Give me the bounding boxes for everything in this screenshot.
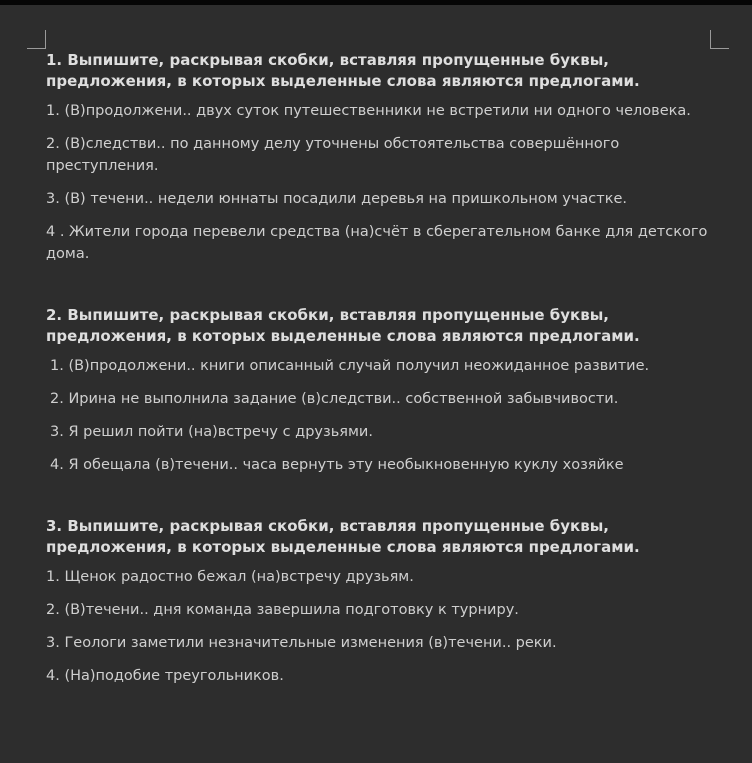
task-item: 3. (В) течени.. недели юннаты посадили деревья на пришкольном участке. [46, 191, 627, 207]
task-item: 1. (В)продолжени.. двух суток путешественники не встретили ни одного человека. [46, 103, 691, 119]
task-item: 1. Щенок радостно бежал (на)встречу друзьям. [46, 569, 414, 585]
page-corner-mark-right [710, 30, 729, 49]
page-corner-mark-left [27, 30, 46, 49]
task-item: 3. Геологи заметили незначительные изменения (в)течени.. реки. [46, 635, 557, 651]
task-item: 2. Ирина не выполнила задание (в)следстви.. собственной забывчивости. [50, 391, 619, 407]
task-item: 1. (В)продолжени.. книги описанный случай получил неожиданное развитие. [50, 358, 650, 374]
window-top-bar [0, 0, 752, 5]
task-3 [46, 516, 718, 687]
document-body [46, 50, 718, 727]
task-title: 1. Выпишите, раскрывая скобки, вставляя пропущенные буквы, предложения, в которых выделенные слова являются предлогами. [46, 51, 640, 90]
task-item: 4. (На)подобие треугольников. [46, 668, 284, 684]
task-item: 4. Я обещала (в)течени.. часа вернуть эту необыкновенную куклу хозяйке [50, 457, 624, 473]
task-1 [46, 50, 718, 265]
task-item: 4 . Жители города перевели средства (на)счёт в сберегательном банке для детского дома. [46, 224, 708, 262]
task-title: 3. Выпишите, раскрывая скобки, вставляя пропущенные буквы, предложения, в которых выделенные слова являются предлогами. [46, 517, 640, 556]
task-item: 2. (В)течени.. дня команда завершила подготовку к турниру. [46, 602, 519, 618]
task-title: 2. Выпишите, раскрывая скобки, вставляя пропущенные буквы, предложения, в которых выделенные слова являются предлогами. [46, 306, 640, 345]
task-item: 3. Я решил пойти (на)встречу с друзьями. [50, 424, 373, 440]
task-2 [46, 305, 718, 476]
task-item: 2. (В)следстви.. по данному делу уточнены обстоятельства совершённого преступления. [46, 136, 620, 174]
